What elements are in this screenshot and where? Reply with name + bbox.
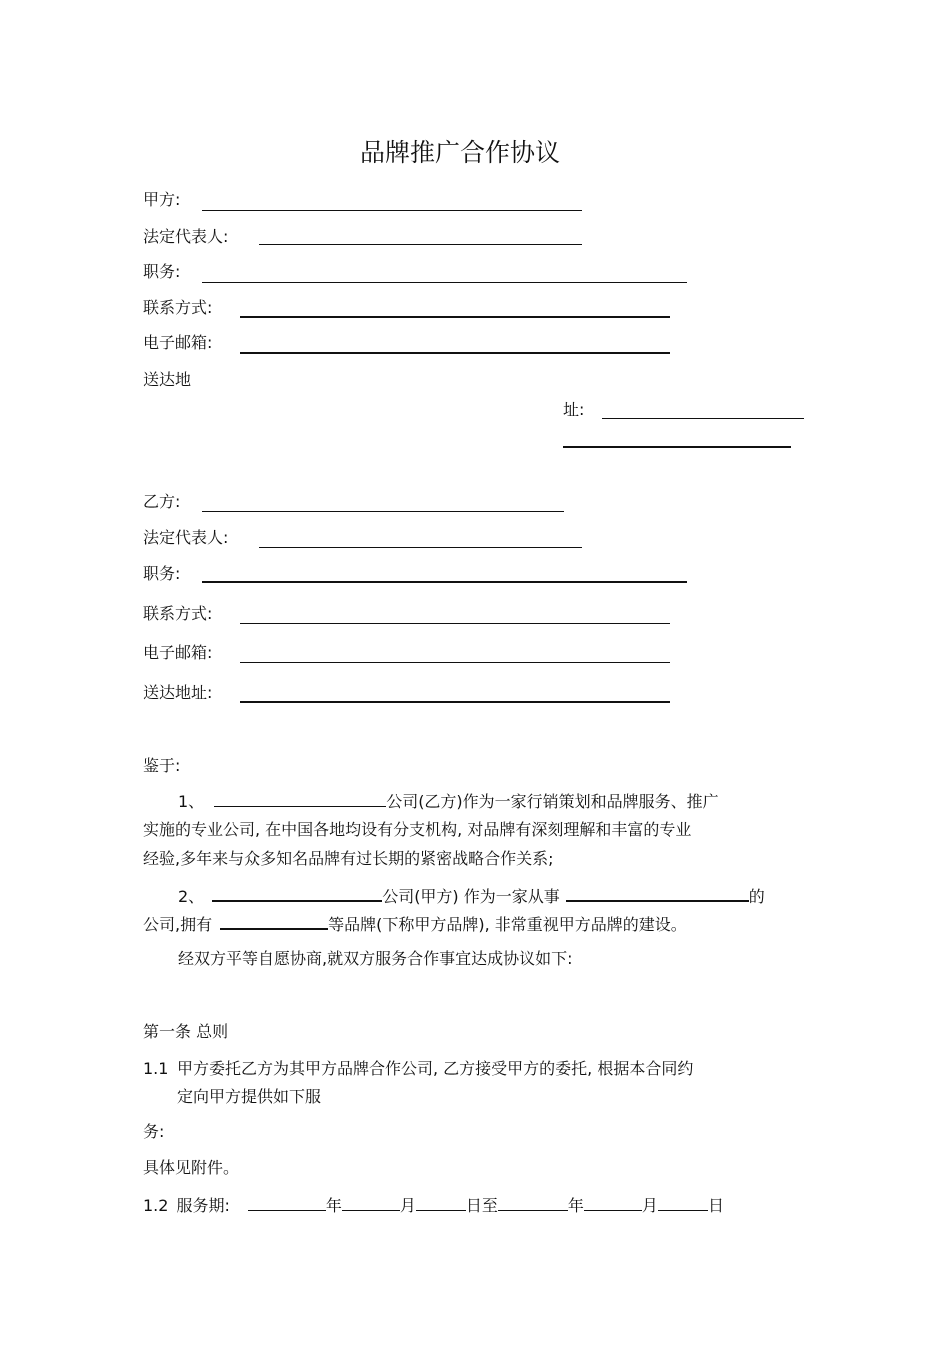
- start-month-blank[interactable]: [342, 1196, 400, 1211]
- article-1-1-line-4: 具体见附件。: [143, 1158, 240, 1177]
- party-a-rep-blank[interactable]: [259, 244, 582, 245]
- whereas-clause-2-line-1: [178, 886, 765, 907]
- article-1-1-line-3: 务:: [143, 1122, 165, 1141]
- end-month-blank[interactable]: [584, 1196, 642, 1211]
- clause-2-text: 公司(甲方) 作为一家从事: [382, 887, 560, 906]
- party-a-label: 甲方:: [143, 190, 181, 209]
- clause-1-number: 1、: [178, 792, 205, 811]
- party-b-position-label: 职务:: [143, 564, 181, 583]
- whereas-clause-1-line-2: 实施的专业公司, 在中国各地均设有分支机构, 对品牌有深刻理解和丰富的专业: [143, 820, 692, 839]
- end-year-label: 年: [567, 1196, 584, 1215]
- clause-2-line-2-start: 公司,拥有: [143, 915, 213, 934]
- article-1-2-number: 1.2: [143, 1196, 169, 1215]
- article-1-2-line: [143, 1196, 724, 1216]
- start-day-to-label: 日至: [465, 1196, 498, 1215]
- start-day-blank[interactable]: [416, 1196, 466, 1211]
- party-a-blank[interactable]: [202, 210, 582, 211]
- end-year-blank[interactable]: [498, 1196, 568, 1211]
- party-b-blank[interactable]: [202, 511, 564, 512]
- clause-1-text: 公司(乙方)作为一家行销策划和品牌服务、推广: [386, 792, 719, 811]
- clause-2-number: 2、: [178, 887, 205, 906]
- party-a-email-blank[interactable]: [240, 352, 670, 354]
- party-b-rep-blank[interactable]: [259, 547, 582, 548]
- party-b-email-label: 电子邮箱:: [143, 643, 213, 662]
- party-a-address-label-end: 址:: [563, 400, 585, 419]
- party-b-label: 乙方:: [143, 492, 181, 511]
- party-b-email-blank[interactable]: [240, 662, 670, 663]
- article-1-1-line-1: 甲方委托乙方为其甲方品牌合作公司, 乙方接受甲方的委托, 根据本合同约: [177, 1059, 694, 1078]
- end-day-label: 日: [707, 1196, 724, 1215]
- whereas-clause-1-line-3: 经验,多年来与众多知名品牌有过长期的紧密战略合作关系;: [143, 849, 554, 868]
- clause-1-company-blank[interactable]: [214, 792, 386, 807]
- whereas-heading: 鉴于:: [143, 756, 181, 775]
- end-day-blank[interactable]: [658, 1196, 708, 1211]
- clause-2-line-2-end: 等品牌(下称甲方品牌), 非常重视甲方品牌的建设。: [328, 915, 687, 934]
- agreement-statement: 经双方平等自愿协商,就双方服务合作事宜达成协议如下:: [178, 949, 573, 968]
- party-a-position-label: 职务:: [143, 262, 181, 281]
- party-b-contact-blank[interactable]: [240, 623, 670, 624]
- start-year-blank[interactable]: [248, 1196, 326, 1211]
- service-period-label: 服务期:: [176, 1196, 230, 1215]
- party-a-position-blank[interactable]: [202, 282, 687, 283]
- clause-2-brand-blank[interactable]: [220, 914, 328, 930]
- article-1-1-number: 1.1: [143, 1059, 169, 1078]
- party-a-address-blank-2[interactable]: [563, 446, 791, 448]
- party-b-address-label: 送达地址:: [143, 683, 213, 702]
- article-1-1-line-2: 定向甲方提供如下服: [177, 1087, 322, 1106]
- end-month-label: 月: [641, 1196, 658, 1215]
- party-a-address-label-start: 送达地: [143, 370, 192, 389]
- whereas-clause-2-line-2: [143, 914, 687, 935]
- clause-2-business-blank[interactable]: [566, 886, 749, 902]
- party-b-position-blank[interactable]: [202, 581, 687, 583]
- party-a-email-label: 电子邮箱:: [143, 333, 213, 352]
- start-month-label: 月: [399, 1196, 416, 1215]
- party-b-contact-label: 联系方式:: [143, 604, 213, 623]
- clause-2-company-blank[interactable]: [212, 886, 382, 902]
- clause-2-text-end: 的: [748, 887, 765, 906]
- whereas-clause-1-line-1: [178, 792, 719, 812]
- document-title: 品牌推广合作协议: [360, 138, 561, 167]
- start-year-label: 年: [325, 1196, 342, 1215]
- party-a-contact-label: 联系方式:: [143, 298, 213, 317]
- party-a-contact-blank[interactable]: [240, 316, 670, 318]
- party-a-address-blank[interactable]: [602, 418, 804, 419]
- party-a-rep-label: 法定代表人:: [143, 227, 229, 246]
- article-1-heading: 第一条 总则: [143, 1022, 229, 1041]
- party-b-address-blank[interactable]: [240, 701, 670, 703]
- party-b-rep-label: 法定代表人:: [143, 528, 229, 547]
